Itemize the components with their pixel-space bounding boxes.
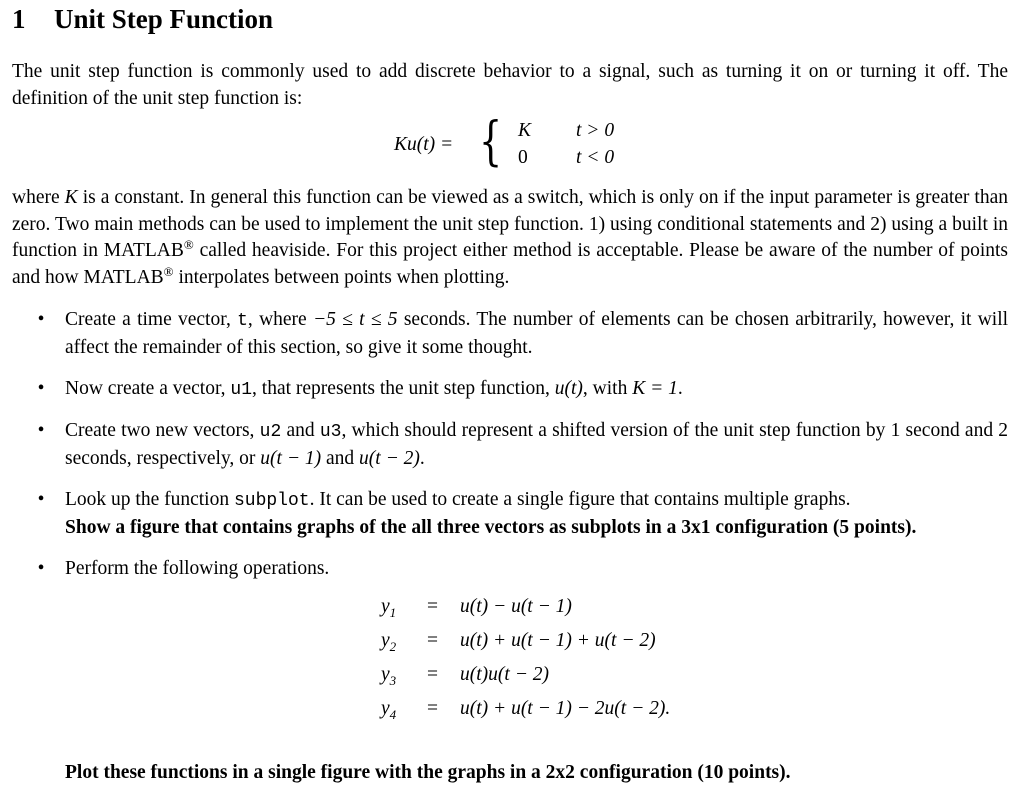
eq-lhs: y <box>381 596 390 617</box>
eq-rhs: u(t) + u(t − 1) − 2u(t − 2). <box>460 698 671 719</box>
list-item-text: Now create a vector, <box>65 378 226 399</box>
unit-step-definition <box>394 112 694 174</box>
math-shift1: u(t − 1) <box>260 447 322 469</box>
list-item-text: . It can be used to create a single figure that contains multiple graphs. <box>309 489 851 510</box>
code-u3: u3 <box>319 422 342 442</box>
math-shift2: u(t − 2) <box>359 447 420 469</box>
case2-value: 0 <box>518 147 528 168</box>
body-text-a: is a constant. In general this function can be viewed as a switch, which is only on if the input parameter is greater than zero. Two main methods can be used to implement the unit step function. 1) using conditional statements and 2) using a built in function in MATLAB <box>12 187 1008 261</box>
section-title: Unit Step Function <box>54 4 274 34</box>
body-text-c: interpolates between points when plotting. <box>178 266 510 288</box>
math-k1: K = 1 <box>632 378 678 399</box>
section-heading <box>12 4 273 35</box>
eq-lhs: y <box>381 698 390 719</box>
bullet-dot: • <box>37 420 45 441</box>
eq-rhs: u(t)u(t − 2) <box>460 664 549 685</box>
list-item-text: , where <box>247 309 307 330</box>
list-item-text: Create two new vectors, <box>65 420 255 441</box>
body-k: K <box>64 187 78 208</box>
body-text-b: called heaviside. For this project either method is acceptable. Please be aware of the number of points and how MATLAB <box>12 240 1009 288</box>
bullet-dot: • <box>37 378 45 399</box>
case1-condition: t > 0 <box>576 120 615 141</box>
intro-paragraph: The unit step function is commonly used to add discrete behavior to a signal, such as turning it on or turning it off. The definition of the unit step function is: <box>12 61 1008 109</box>
eq-lhs: y <box>381 664 390 685</box>
list-item-text: . <box>677 378 683 399</box>
eq-sign: = <box>427 596 438 617</box>
list-item-text: , with <box>582 378 628 399</box>
definition-lhs: Ku(t) = <box>394 134 454 155</box>
list-item-text: seconds. The number of elements can be chosen arbitrarily, however, it will affect the remainder of this section, so give it some thought. <box>65 309 1009 358</box>
list-item-text: and <box>286 420 315 441</box>
eq-subscript: 2 <box>389 638 397 654</box>
eq-rhs: u(t) − u(t − 1) <box>460 596 572 617</box>
left-brace: { <box>479 112 503 172</box>
code-u1: u1 <box>230 380 253 400</box>
code-u2: u2 <box>259 422 282 442</box>
registered-mark: ® <box>163 263 174 279</box>
case1-value: K <box>518 120 532 141</box>
math-ut: u(t) <box>554 378 583 399</box>
eq-subscript: 1 <box>389 604 397 620</box>
list-item-text: Create a time vector, <box>65 309 231 330</box>
section-number: 1 <box>12 4 26 34</box>
eq-sign: = <box>427 630 438 651</box>
bullet-dot: • <box>37 558 45 579</box>
list-item-text: , that represents the unit step function, <box>252 378 550 399</box>
code-subplot: subplot <box>233 491 310 511</box>
body-where: where <box>12 187 60 208</box>
math-range: −5 ≤ t ≤ 5 <box>312 309 398 330</box>
eq-sign: = <box>427 698 438 719</box>
list-item-text: , which should represent a shifted version of the unit step function by 1 second and 2 seconds, respectively, or <box>65 420 1009 469</box>
list-item-text: and <box>326 447 355 469</box>
case2-condition: t < 0 <box>576 147 615 168</box>
bullet-dot: • <box>37 489 45 510</box>
eq-sign: = <box>427 664 438 685</box>
bullet-dot: • <box>37 309 45 330</box>
eq-lhs: y <box>381 630 390 651</box>
eq-rhs: u(t) + u(t − 1) + u(t − 2) <box>460 630 656 651</box>
task-requirement: Show a figure that contains graphs of the all three vectors as subplots in a 3x1 configuration (5 points). <box>65 516 917 538</box>
registered-mark: ® <box>183 237 194 252</box>
eq-subscript: 4 <box>389 706 397 722</box>
list-item-text: Look up the function <box>65 489 230 510</box>
body-paragraph <box>12 185 1008 291</box>
code-t: t <box>237 311 248 331</box>
final-instruction: Plot these functions in a single figure with the graphs in a 2x2 configuration (10 points). <box>65 762 791 783</box>
eq-subscript: 3 <box>389 672 397 688</box>
list-item-text: Perform the following operations. <box>65 558 330 579</box>
list-item-text: . <box>419 447 425 469</box>
